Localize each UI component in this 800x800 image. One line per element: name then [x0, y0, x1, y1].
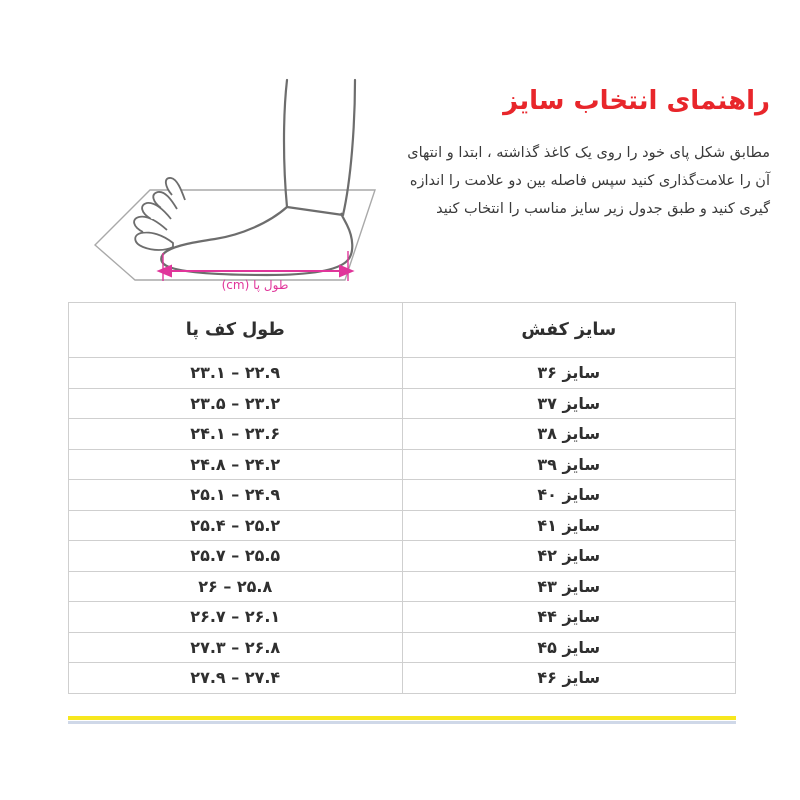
cell-shoe-size: سایز ۴۴: [402, 602, 736, 633]
intro-block: [395, 85, 770, 224]
intro-description: مطابق شکل پای خود را روی یک کاغذ گذاشته ، ابتدا و انتهای آن را علامت‌گذاری کنید سپس فاصله بین دو علامت را اندازه گیری کنید و طبق جدول زیر سایز مناسب را انتخاب کنید: [407, 144, 770, 218]
cell-foot-length: ۲۶.۱ – ۲۶.۷: [69, 602, 403, 633]
cell-foot-length: ۲۳.۶ – ۲۴.۱: [69, 419, 403, 450]
cell-shoe-size: سایز ۳۷: [402, 388, 736, 419]
table-row: [69, 510, 736, 541]
cell-foot-length: ۲۳.۲ – ۲۳.۵: [69, 388, 403, 419]
yellow-accent-bar: [68, 716, 736, 720]
cell-foot-length: ۲۵.۸ – ۲۶: [69, 571, 403, 602]
table-row: [69, 632, 736, 663]
size-chart-table: [68, 302, 736, 694]
cell-foot-length: ۲۵.۲ – ۲۵.۴: [69, 510, 403, 541]
column-header-shoe-size: سایز کفش: [402, 303, 736, 358]
page-title: راهنمای انتخاب سایز: [503, 86, 770, 116]
table-row: [69, 541, 736, 572]
cell-foot-length: ۲۴.۹ – ۲۵.۱: [69, 480, 403, 511]
table-row: [69, 419, 736, 450]
measure-label-text: طول پا (cm): [221, 278, 289, 292]
cell-foot-length: ۲۵.۵ – ۲۵.۷: [69, 541, 403, 572]
table-header-row: [69, 303, 736, 358]
cell-foot-length: ۲۷.۴ – ۲۷.۹: [69, 663, 403, 694]
table-body: [69, 358, 736, 694]
cell-shoe-size: سایز ۴۵: [402, 632, 736, 663]
cell-shoe-size: سایز ۴۶: [402, 663, 736, 694]
header-section: [0, 0, 800, 300]
cell-shoe-size: سایز ۴۲: [402, 541, 736, 572]
table-row: [69, 449, 736, 480]
table-row: [69, 388, 736, 419]
cell-shoe-size: سایز ۴۰: [402, 480, 736, 511]
table-row: [69, 663, 736, 694]
cell-shoe-size: سایز ۳۹: [402, 449, 736, 480]
cell-foot-length: ۲۲.۹ – ۲۳.۱: [69, 358, 403, 389]
table-row: [69, 358, 736, 389]
table-row: [69, 602, 736, 633]
cell-foot-length: ۲۶.۸ – ۲۷.۳: [69, 632, 403, 663]
cell-shoe-size: سایز ۴۱: [402, 510, 736, 541]
foot-measurement-illustration: [55, 75, 400, 300]
cell-shoe-size: سایز ۳۶: [402, 358, 736, 389]
blue-accent-bar: [68, 721, 736, 724]
cell-shoe-size: سایز ۴۳: [402, 571, 736, 602]
column-header-foot-length: طول کف پا: [69, 303, 403, 358]
cell-shoe-size: سایز ۳۸: [402, 419, 736, 450]
table-row: [69, 571, 736, 602]
table-row: [69, 480, 736, 511]
cell-foot-length: ۲۴.۲ – ۲۴.۸: [69, 449, 403, 480]
